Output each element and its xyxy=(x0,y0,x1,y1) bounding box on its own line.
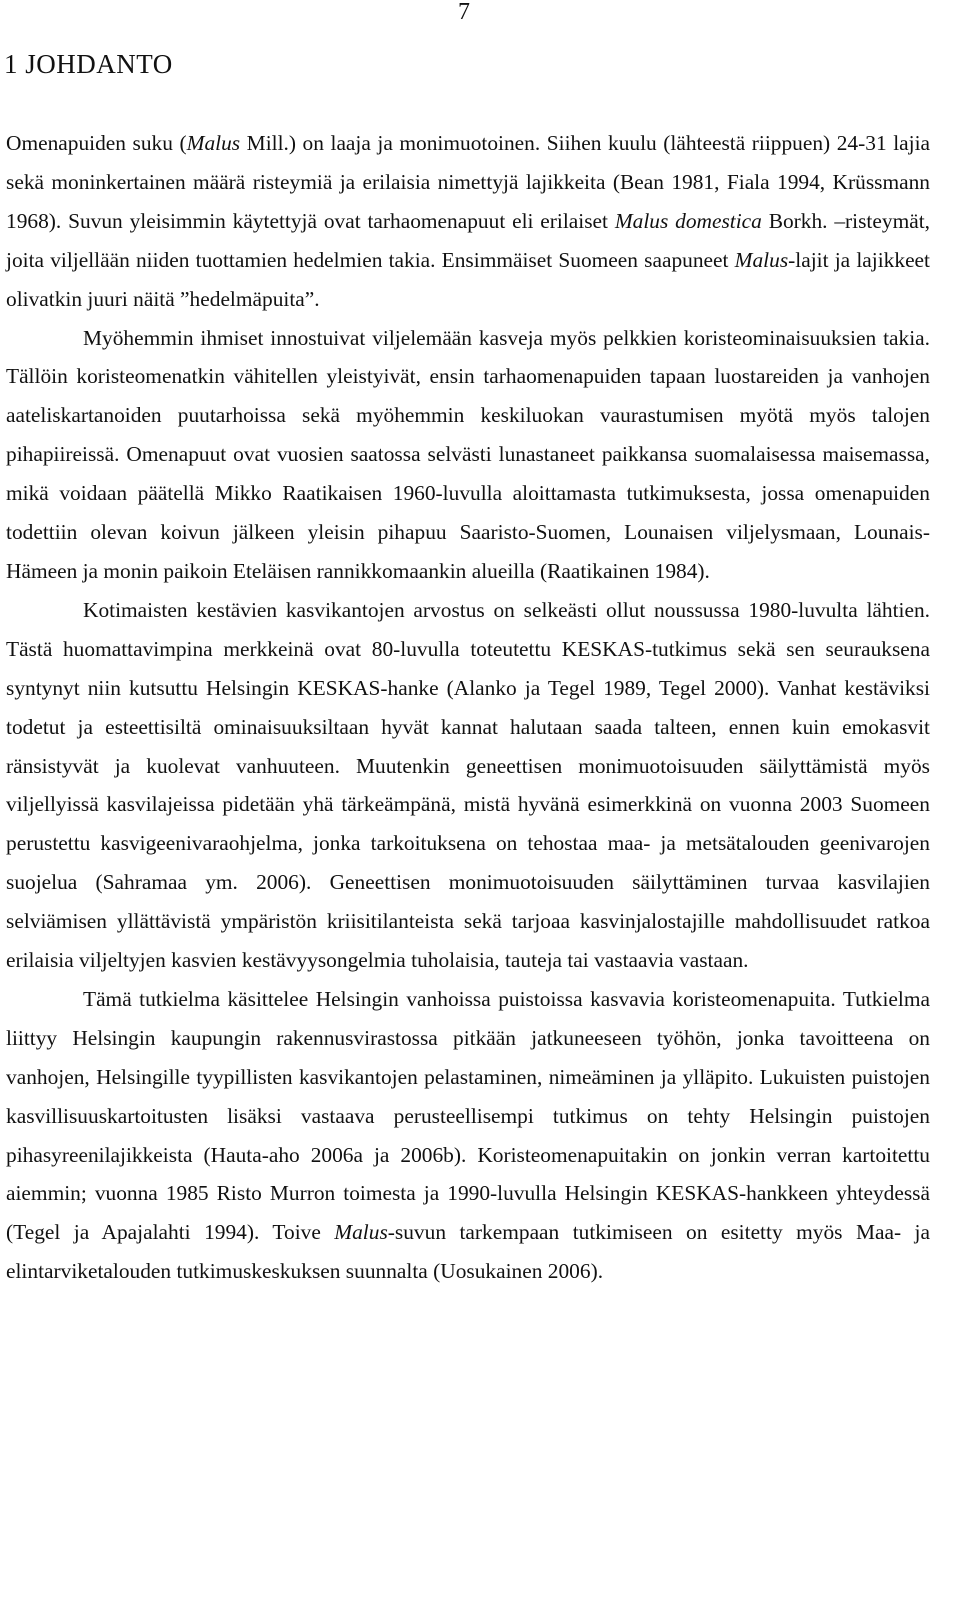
text-run-italic: Malus xyxy=(734,247,789,272)
text-run: Myöhemmin ihmiset innostuivat viljelemään kasveja myös pelkkien koristeominaisuuksien takia. Tällöin koristeomenatkin vähitellen yleistyivät, ensin tarhaomenapuiden tapaan luostareiden ja vanhojen aateliskartanoiden puutarhoissa sekä myöhemmin keskiluokan vaurastumisen myötä myös talojen pihapiireissä. Omenapuut ovat vuosien saatossa selvästi lunastaneet paikkansa suomalaisessa maisemassa, mikä voidaan päätellä Mikko Raatikaisen 1960-luvulla aloittamasta tutkimuksesta, jossa omenapuiden todettiin olevan koivun jälkeen yleisin pihapuu Saaristo-Suomen, Lounaisen viljelysmaan, Lounais-Hämeen ja monin paikoin Eteläisen rannikkomaankin alueilla (Raatikainen 1984). xyxy=(6,325,930,583)
text-run: Borkh. –risteymät, joita viljellään niiden tuottamien hedelmien takia. Ensimmäiset Suomeen saapuneet xyxy=(6,208,930,272)
text-run: Tämä tutkielma käsittelee Helsingin vanhoissa puistoissa kasvavia koristeomenapuita. Tutkielma liittyy Helsingin kaupungin rakennusvirastossa pitkään jatkuneeseen työhön, jonka tavoitteena on vanhojen, Helsingille tyypillisten kasvikantojen pelastaminen, nimeäminen ja ylläpito. Lukuisten puistojen kasvillisuuskartoitusten lisäksi vastaava perusteellisempi tutkimus on tehty Helsingin puistojen pihasyreenilajikkeista (Hauta-aho 2006a ja 2006b). Koristeomenapuitakin on jonkin verran kartoitettu aiemmin; vuonna 1985 Risto Murron toimesta ja 1990-luvulla Helsingin KESKAS-hankkeen yhteydessä (Tegel ja Apajalahti 1994). Toive xyxy=(6,986,930,1245)
text-run-italic: Malus domestica xyxy=(614,208,762,233)
text-run: -lajit ja lajikkeet olivatkin juuri näitä ”hedelmäpuita”. xyxy=(6,247,930,311)
paragraph-2 xyxy=(6,319,930,591)
body-text xyxy=(6,124,930,1291)
text-run-italic: Malus xyxy=(334,1220,388,1245)
text-run: Kotimaisten kestävien kasvikantojen arvostus on selkeästi ollut noussussa 1980-luvulta lähtien. Tästä huomattavimpina merkkeinä ovat 80-luvulla toteutettu KESKAS-tutkimus sekä sen seurauksena syntynyt niin kutsuttu Helsingin KESKAS-hanke (Alanko ja Tegel 1989, Tegel 2000). Vanhat kestäviksi todetut ja esteettisiltä ominaisuuksiltaan hyvät kannat halutaan saada talteen, ennen kuin emokasvit ränsistyvät ja kuolevat vanhuuteen. Muutenkin geneettisen monimuotoisuuden säilyttämistä myös viljellyissä kasvilajeissa pidetään yhä tärkeämpänä, mistä hyvänä esimerkkinä on vuonna 2003 Suomeen perustettu kasvigeenivaraohjelma, jonka tarkoituksena on tehostaa maa- ja metsätalouden geenivarojen suojelua (Sahramaa ym. 2006). Geneettisen monimuotoisuuden säilyttäminen turvaa kasvilajien selviämisen yllättävistä ympäristön kriisitilanteista sekä tarjoaa kasvinjalostajille mahdollisuudet ratkoa erilaisia viljeltyjen kasvien kestävyysongelmia tuholaisia, tauteja tai vastaavia vastaan. xyxy=(6,597,930,973)
text-run: Omenapuiden suku ( xyxy=(6,131,187,155)
paragraph-3 xyxy=(6,591,930,980)
text-run: -suvun tarkempaan tutkimiseen on esitetty myös Maa- ja elintarviketalouden tutkimuskeskuksen suunnalta (Uosukainen 2006). xyxy=(6,1220,930,1284)
text-run-italic: Malus xyxy=(186,131,241,155)
page-number: 7 xyxy=(458,0,470,25)
paragraph-4 xyxy=(6,980,930,1291)
text-run: Mill.) on laaja ja monimuotoinen. Siihen kuulu (lähteestä riippuen) 24-31 lajia sekä moninkertainen määrä risteymiä ja erilaisia nimettyjä lajikkeita (Bean 1981, Fiala 1994, Krüssmann 1968). Suvun yleisimmin käytettyjä ovat tarhaomenapuut eli erilaiset xyxy=(6,131,931,233)
paragraph-1 xyxy=(6,124,930,319)
chapter-heading: 1 JOHDANTO xyxy=(4,49,173,79)
